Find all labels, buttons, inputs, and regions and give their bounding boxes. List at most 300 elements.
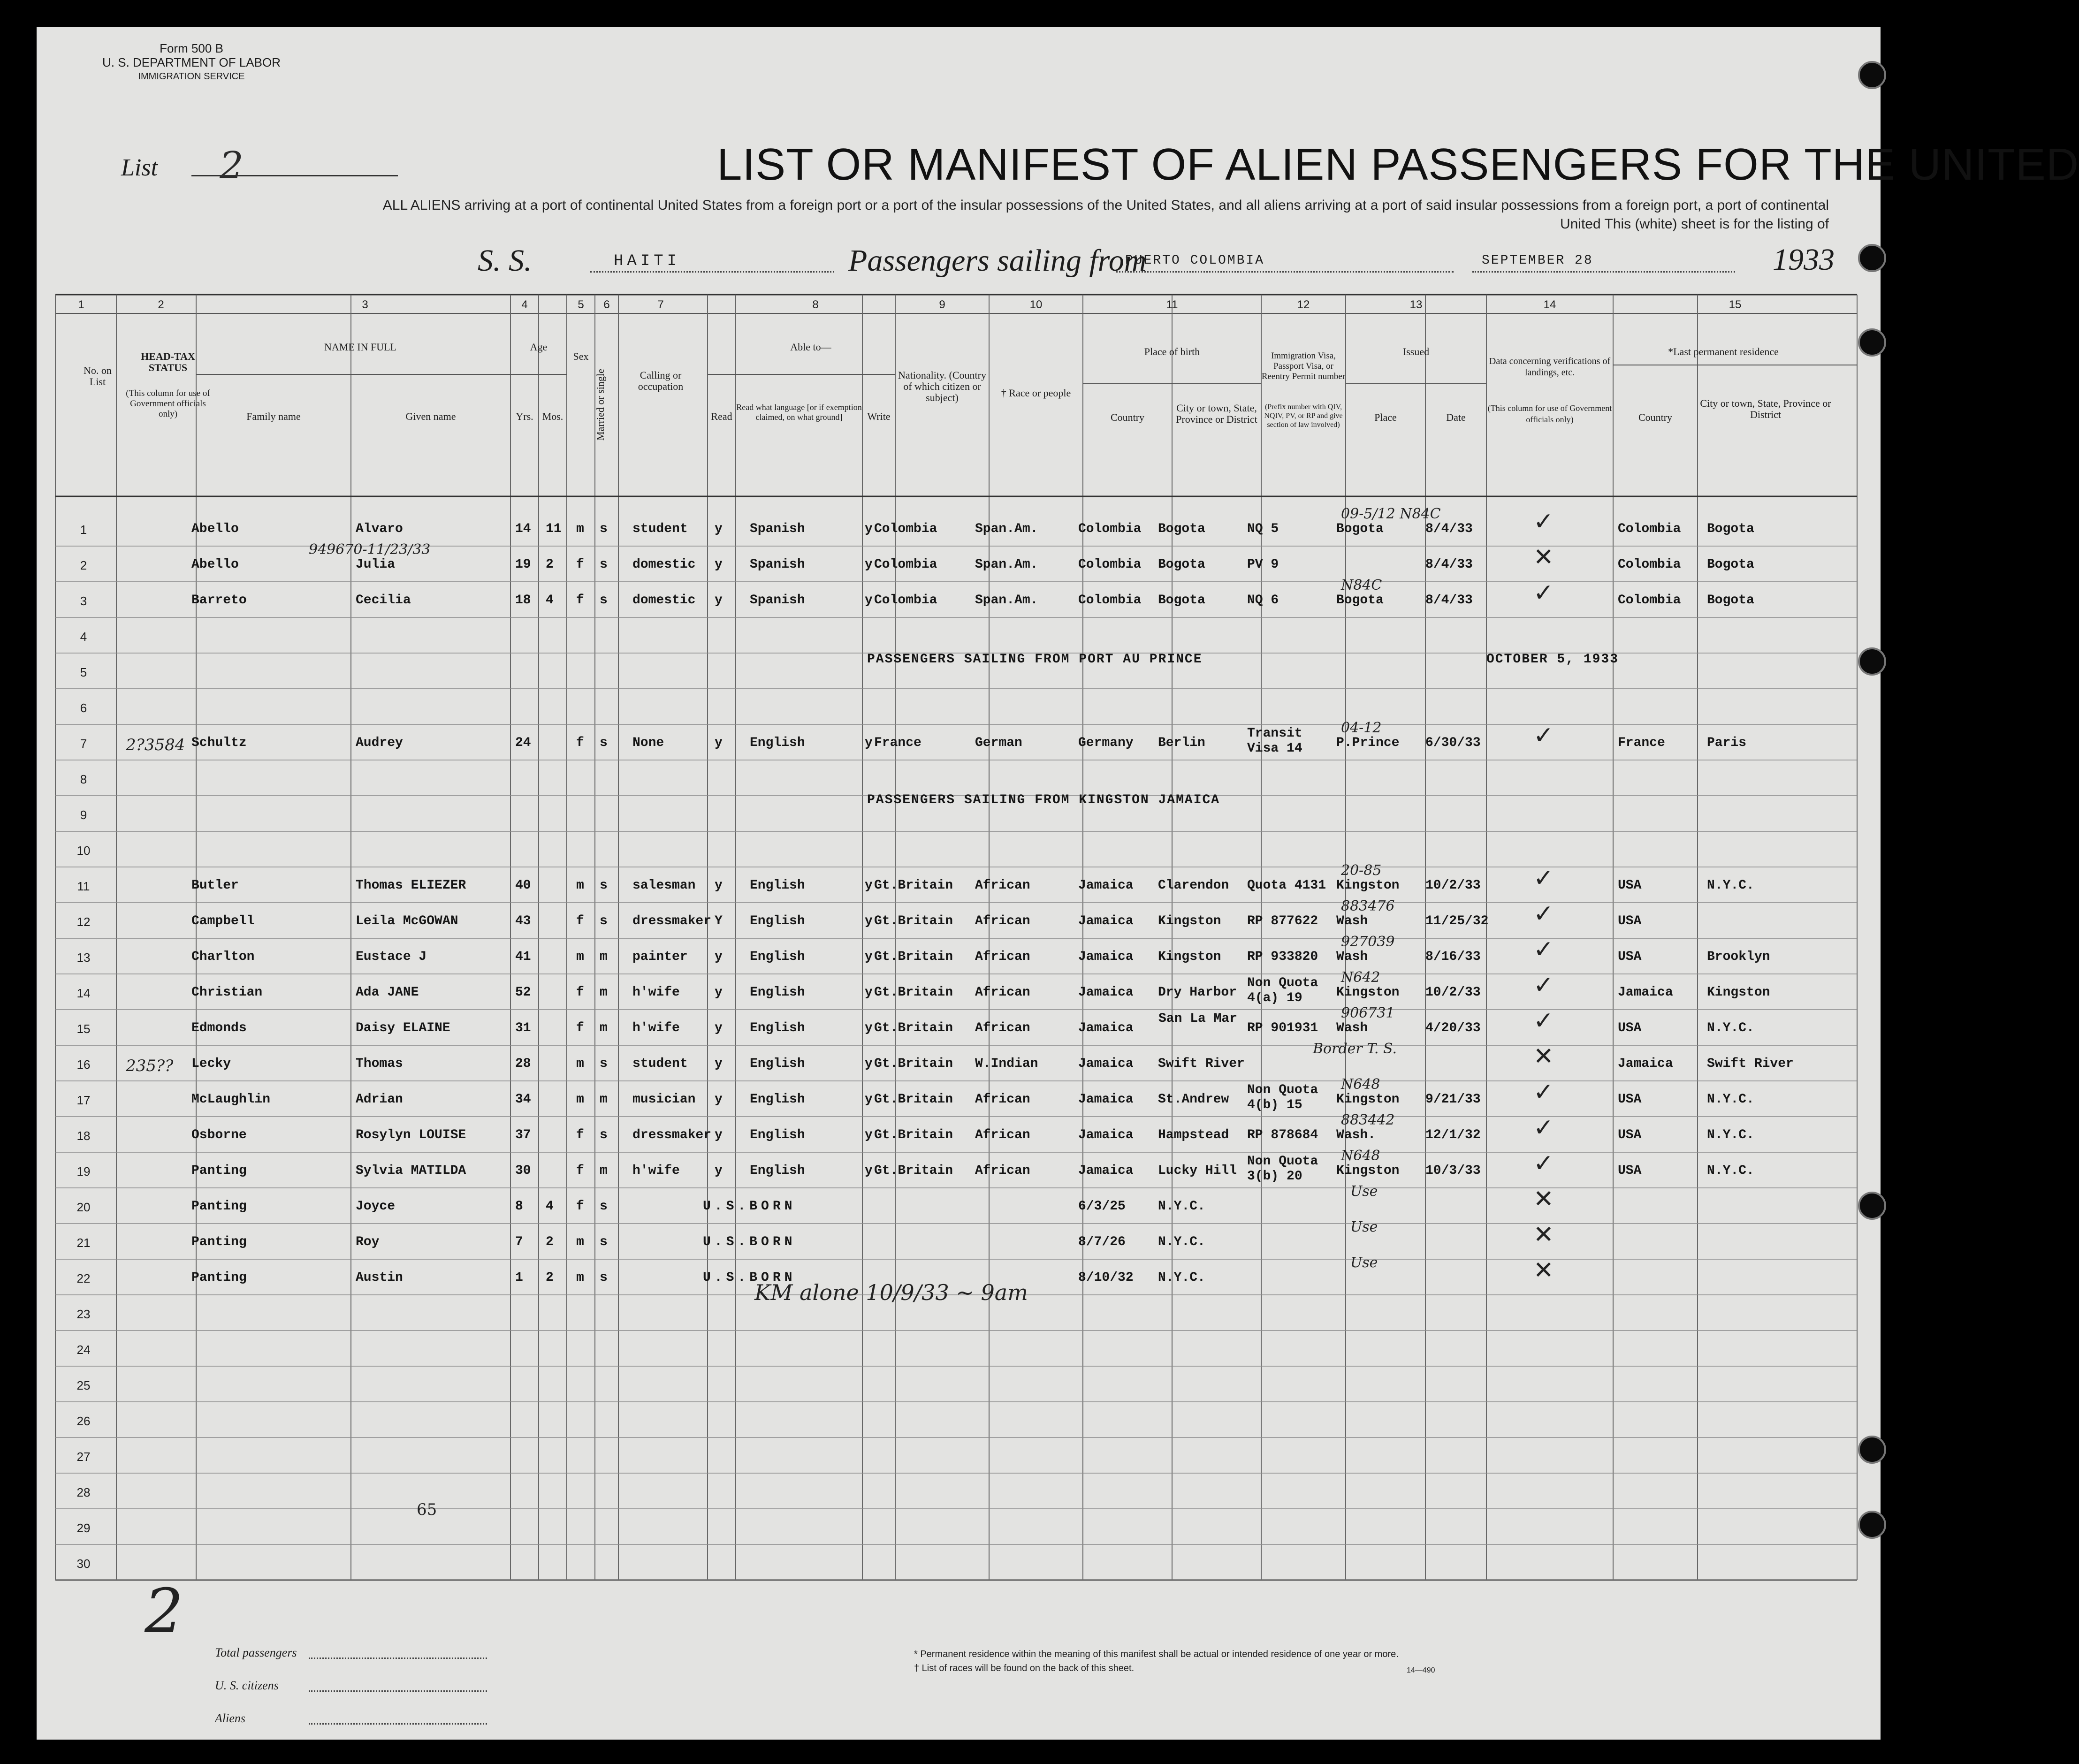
- row-number: 25: [76, 1378, 91, 1392]
- hdr-mos: Mos.: [542, 411, 564, 422]
- check-mark-icon: ✓: [1533, 1078, 1554, 1106]
- hdr-age: Age: [530, 341, 548, 353]
- cell-ms: s: [600, 1057, 608, 1071]
- hdr-res-country: Country: [1638, 411, 1673, 423]
- cell-iss-date: 10/2/33: [1425, 985, 1481, 1000]
- section-kingston: PASSENGERS SAILING FROM KINGSTON JAMAICA: [867, 793, 1220, 807]
- binder-hole: [1858, 244, 1886, 272]
- cell-sex: m: [576, 1270, 584, 1285]
- check-mark-icon: ✓: [1533, 935, 1554, 964]
- cell-nat: Gt.Britain: [874, 1021, 953, 1035]
- department-text: U. S. DEPARTMENT OF LABOR: [102, 55, 281, 69]
- cell-sex: f: [576, 557, 584, 572]
- cell-given: Leila McGOWAN: [356, 914, 458, 928]
- cell-city: Bogota: [1158, 522, 1205, 536]
- cell-iss-date: 8/16/33: [1425, 950, 1481, 964]
- cell-lang: English: [750, 736, 805, 750]
- cell-iss-place: Kingston: [1336, 878, 1400, 893]
- handwritten-annotation: Use: [1350, 1255, 1378, 1271]
- cell-occ: domestic: [632, 557, 696, 572]
- cell-race: African: [975, 1128, 1030, 1142]
- cell-given: Eustace J: [356, 950, 427, 964]
- check-mark-icon: ✓: [1533, 579, 1554, 607]
- cell-res-country: USA: [1618, 1163, 1642, 1178]
- cell-read: y: [715, 522, 723, 536]
- cell-ms: s: [600, 593, 608, 608]
- cell-occ: U.S.BORN: [703, 1235, 796, 1249]
- cell-given: Thomas ELIEZER: [356, 878, 466, 893]
- cell-given: Ada JANE: [356, 985, 419, 1000]
- cell-given: Roy: [356, 1235, 380, 1249]
- column-number: 8: [812, 298, 819, 311]
- cell-read: y: [715, 736, 723, 750]
- cell-nat: Colombia: [874, 593, 937, 608]
- row-number: 18: [76, 1129, 91, 1143]
- cell-given: Cecilia: [356, 593, 411, 608]
- intro-text: ALL ALIENS arriving at a port of continental United States from a foreign port or a port of the insular possessions of the United States, and all aliens arriving at a port of said insular possessions from a foreign port, a port of continental United This (white) sheet is for the listing of: [382, 198, 1829, 232]
- column-number: 12: [1297, 298, 1310, 311]
- cell-race: W.Indian: [975, 1057, 1038, 1071]
- cell-write: y: [865, 557, 873, 572]
- cell-given: Thomas: [356, 1057, 403, 1071]
- section-port-au-prince: PASSENGERS SAILING FROM PORT AU PRINCE: [867, 652, 1203, 667]
- cell-family: Christian: [191, 985, 263, 1000]
- service-text: IMMIGRATION SERVICE: [138, 71, 245, 82]
- check-mark-icon: ✓: [1533, 864, 1554, 892]
- cell-nat: Gt.Britain: [874, 914, 953, 928]
- cell-ms: s: [600, 522, 608, 536]
- cell-family: Panting: [191, 1235, 247, 1249]
- cell-yrs: 7: [515, 1235, 523, 1249]
- hdr-read: Read: [711, 411, 732, 422]
- row-number: 30: [76, 1557, 91, 1571]
- handwritten-annotation: N648: [1341, 1148, 1380, 1164]
- cell-city: N.Y.C.: [1158, 1270, 1205, 1285]
- cell-race: Span.Am.: [975, 522, 1038, 536]
- cell-ms: m: [600, 950, 608, 964]
- cell-occ: salesman: [632, 878, 696, 893]
- handwritten-escort-note: KM alone 10/9/33 ~ 9am: [754, 1280, 1028, 1305]
- cell-read: y: [715, 1057, 723, 1071]
- cell-iss-date: 11/25/32: [1425, 914, 1489, 928]
- cell-country: Jamaica: [1078, 950, 1134, 964]
- cell-ms: s: [600, 557, 608, 572]
- cell-res-city: N.Y.C.: [1707, 1092, 1754, 1107]
- cell-res-country: Jamaica: [1618, 985, 1673, 1000]
- cell-race: German: [975, 736, 1022, 750]
- cell-occ: None: [632, 736, 664, 750]
- cell-read: y: [715, 1128, 723, 1142]
- column-number: 5: [578, 298, 584, 311]
- cell-yrs: 31: [515, 1021, 531, 1035]
- cell-lang: English: [750, 950, 805, 964]
- cell-lang: English: [750, 1092, 805, 1107]
- cell-lang: English: [750, 1163, 805, 1178]
- cell-family: Osborne: [191, 1128, 247, 1142]
- row-number: 23: [76, 1307, 91, 1321]
- cell-race: African: [975, 1092, 1030, 1107]
- sailing-year: 1933: [1773, 243, 1835, 277]
- total-passengers-label: Total passengers: [215, 1646, 297, 1659]
- row-number: 2: [80, 558, 87, 572]
- cell-family: Butler: [191, 878, 239, 893]
- cell-write: y: [865, 522, 873, 536]
- cell-ms: s: [600, 1235, 608, 1249]
- cell-ms: s: [600, 1199, 608, 1214]
- cell-sex: f: [576, 1021, 584, 1035]
- cell-visa: RP 901931: [1247, 1021, 1318, 1035]
- hdr-last-residence: *Last permanent residence: [1668, 346, 1779, 357]
- row-number: 29: [76, 1521, 91, 1535]
- cell-country: Jamaica: [1078, 1163, 1134, 1178]
- cell-lang: English: [750, 878, 805, 893]
- cell-family: Panting: [191, 1163, 247, 1178]
- cell-iss-place: P.Prince: [1336, 736, 1400, 750]
- cell-lang: English: [750, 1057, 805, 1071]
- hdr-birth-country: Country: [1110, 411, 1145, 423]
- hdr-calling: Calling or occupation: [638, 369, 684, 392]
- cell-given: Alvaro: [356, 522, 403, 536]
- cell-res-country: USA: [1618, 914, 1642, 928]
- cell-given: Adrian: [356, 1092, 403, 1107]
- cell-family: McLaughlin: [191, 1092, 271, 1107]
- cell-country: Jamaica: [1078, 1128, 1134, 1142]
- cell-country: Jamaica: [1078, 878, 1134, 893]
- row-number: 14: [76, 986, 91, 1000]
- cell-ms: s: [600, 914, 608, 928]
- cell-city: N.Y.C.: [1158, 1199, 1205, 1214]
- cell-lang: English: [750, 914, 805, 928]
- binder-hole: [1858, 1511, 1886, 1539]
- cell-iss-date: 10/3/33: [1425, 1163, 1481, 1178]
- aliens-line: [309, 1723, 487, 1725]
- hdr-birth-city: City or town, State, Province or District: [1176, 402, 1257, 425]
- hdr-issued-place: Place: [1374, 411, 1397, 423]
- cell-iss-place: Bogota: [1336, 593, 1384, 608]
- cell-lang: English: [750, 1128, 805, 1142]
- cell-res-country: Colombia: [1618, 593, 1681, 608]
- row-number: 20: [76, 1200, 91, 1214]
- handwritten-page-number: 65: [417, 1500, 437, 1519]
- cell-country: Colombia: [1078, 522, 1142, 536]
- hdr-yrs: Yrs.: [516, 411, 533, 422]
- cell-res-country: USA: [1618, 1021, 1642, 1035]
- row-number: 15: [76, 1022, 91, 1036]
- hdr-married: Married or single: [594, 369, 606, 441]
- row-number: 21: [76, 1236, 91, 1250]
- handwritten-annotation: 04-12: [1341, 720, 1382, 736]
- cell-race: African: [975, 985, 1030, 1000]
- cell-mos: 4: [546, 593, 554, 608]
- cell-visa: Transit Visa 14: [1247, 726, 1302, 756]
- cell-lang: Spanish: [750, 593, 805, 608]
- binder-hole: [1858, 61, 1886, 89]
- cell-sex: f: [576, 736, 584, 750]
- check-mark-icon: ✓: [1533, 508, 1554, 536]
- column-number: 6: [603, 298, 610, 311]
- cell-city: Dry Harbor: [1158, 985, 1237, 1000]
- cell-country: 8/10/32: [1078, 1270, 1134, 1285]
- cell-family: Abello: [191, 557, 239, 572]
- cell-iss-place: Wash: [1336, 1021, 1368, 1035]
- handwritten-annotation: 883442: [1341, 1112, 1395, 1128]
- cell-family: Abello: [191, 522, 239, 536]
- cell-iss-place: Wash.: [1336, 1128, 1376, 1142]
- cell-mos: 2: [546, 1270, 554, 1285]
- cell-given: Sylvia MATILDA: [356, 1163, 466, 1178]
- list-number: 2: [220, 144, 244, 187]
- cell-family: Charlton: [191, 950, 255, 964]
- cell-iss-date: 9/21/33: [1425, 1092, 1481, 1107]
- cell-ms: m: [600, 985, 608, 1000]
- cell-write: y: [865, 736, 873, 750]
- cell-yrs: 30: [515, 1163, 531, 1178]
- cell-yrs: 28: [515, 1057, 531, 1071]
- hdr-issued-date: Date: [1446, 411, 1466, 423]
- cell-occ: dressmaker: [632, 914, 712, 928]
- row-number: 4: [80, 630, 87, 644]
- handwritten-annotation: N648: [1341, 1076, 1380, 1093]
- cell-nat: Gt.Britain: [874, 1092, 953, 1107]
- handwritten-annotation: Use: [1350, 1219, 1378, 1235]
- cell-family: Panting: [191, 1199, 247, 1214]
- column-number: 10: [1029, 298, 1043, 311]
- cell-ms: m: [600, 1163, 608, 1178]
- cell-family: Panting: [191, 1270, 247, 1285]
- form-number: 14—490: [1407, 1666, 1435, 1674]
- cross-mark-icon: ✕: [1533, 1221, 1554, 1249]
- cell-sex: f: [576, 593, 584, 608]
- cell-write: y: [865, 914, 873, 928]
- row-number: 3: [80, 594, 87, 608]
- cell-nat: Gt.Britain: [874, 878, 953, 893]
- cell-res-city: N.Y.C.: [1707, 1021, 1754, 1035]
- cross-mark-icon: ✕: [1533, 1256, 1554, 1285]
- column-number: 4: [521, 298, 528, 311]
- cell-city: Bogota: [1158, 593, 1205, 608]
- row-number: 24: [76, 1343, 91, 1357]
- cell-yrs: 37: [515, 1128, 531, 1142]
- cell-occ: h'wife: [632, 985, 680, 1000]
- ship-name: HAITI: [614, 252, 681, 270]
- check-mark-icon: ✓: [1533, 900, 1554, 928]
- cell-nat: Gt.Britain: [874, 950, 953, 964]
- cell-lang: English: [750, 1021, 805, 1035]
- column-number: 13: [1409, 298, 1423, 311]
- cell-res-country: France: [1618, 736, 1665, 750]
- hdr-verification-note: (This column for use of Government officials only): [1487, 403, 1612, 424]
- cell-nat: France: [874, 736, 921, 750]
- column-number: 11: [1166, 298, 1178, 311]
- cell-sex: f: [576, 985, 584, 1000]
- cell-iss-date: 8/4/33: [1425, 593, 1473, 608]
- cell-visa: NQ 6: [1247, 593, 1279, 608]
- cell-occ: U.S.BORN: [703, 1270, 796, 1285]
- cell-country: 8/7/26: [1078, 1235, 1126, 1249]
- cell-city: St.Andrew: [1158, 1092, 1229, 1107]
- binder-hole: [1858, 647, 1886, 676]
- cell-res-country: Jamaica: [1618, 1057, 1673, 1071]
- cell-mos: 2: [546, 557, 554, 572]
- hdr-given-name: Given name: [405, 411, 456, 422]
- cell-given: Julia: [356, 557, 396, 572]
- cell-yrs: 24: [515, 736, 531, 750]
- cell-head-tax: 235??: [126, 1057, 174, 1075]
- cell-read: y: [715, 878, 723, 893]
- cell-nat: Gt.Britain: [874, 1057, 953, 1071]
- cell-res-city: Brooklyn: [1707, 950, 1770, 964]
- cell-ms: s: [600, 1270, 608, 1285]
- hdr-nationality: Nationality. (Country of which citizen or subject): [898, 369, 986, 403]
- row-number: 13: [76, 950, 91, 965]
- cell-read: y: [715, 1092, 723, 1107]
- cell-iss-place: Wash: [1336, 950, 1368, 964]
- cell-family: Campbell: [191, 914, 255, 928]
- hdr-no-on-list: No. on List: [84, 365, 112, 388]
- column-number: 7: [657, 298, 664, 311]
- cell-yrs: 52: [515, 985, 531, 1000]
- cell-visa: RP 878684: [1247, 1128, 1318, 1142]
- cell-country: Jamaica: [1078, 1092, 1134, 1107]
- handwritten-annotation: 927039: [1341, 934, 1395, 950]
- row-number: 7: [80, 737, 87, 751]
- cell-city: Bogota: [1158, 557, 1205, 572]
- cell-country: 6/3/25: [1078, 1199, 1126, 1214]
- cell-res-country: USA: [1618, 950, 1642, 964]
- cell-country: Colombia: [1078, 593, 1142, 608]
- cell-mos: 2: [546, 1235, 554, 1249]
- hdr-issued: Issued: [1402, 346, 1430, 357]
- cell-race: African: [975, 914, 1030, 928]
- cell-read: y: [715, 950, 723, 964]
- row-number: 16: [76, 1057, 91, 1072]
- ss-label: S. S.: [478, 243, 532, 278]
- check-mark-icon: ✓: [1533, 722, 1554, 750]
- cell-yrs: 18: [515, 593, 531, 608]
- row-number: 28: [76, 1485, 91, 1499]
- cell-res-city: N.Y.C.: [1707, 1163, 1754, 1178]
- cell-res-country: USA: [1618, 878, 1642, 893]
- row-number: 8: [80, 772, 87, 786]
- cell-given: Austin: [356, 1270, 403, 1285]
- cell-race: African: [975, 1163, 1030, 1178]
- cell-res-city: N.Y.C.: [1707, 878, 1754, 893]
- aliens-label: Aliens: [215, 1711, 245, 1725]
- cell-city: Kingston: [1158, 950, 1221, 964]
- cell-sex: m: [576, 878, 584, 893]
- cell-lang: Spanish: [750, 557, 805, 572]
- cell-write: y: [865, 878, 873, 893]
- column-number: 15: [1729, 298, 1742, 311]
- cell-sex: f: [576, 1199, 584, 1214]
- row-number: 10: [76, 844, 91, 858]
- cell-read: y: [715, 557, 723, 572]
- cell-sex: f: [576, 1163, 584, 1178]
- hdr-sex: Sex: [573, 350, 589, 362]
- handwritten-annotation: 906731: [1341, 1005, 1395, 1021]
- cell-lang: English: [750, 985, 805, 1000]
- cell-yrs: 43: [515, 914, 531, 928]
- handwritten-annotation: 09-5/12 N84C: [1341, 506, 1441, 522]
- cell-read: y: [715, 985, 723, 1000]
- cell-family: Barreto: [191, 593, 247, 608]
- cell-res-country: USA: [1618, 1092, 1642, 1107]
- sailing-label: Passengers sailing from: [848, 243, 1147, 278]
- row-number: 11: [77, 879, 90, 893]
- cell-race: Span.Am.: [975, 593, 1038, 608]
- hdr-visa-note: (Prefix number with QIV, NQIV, PV, or RP and give section of law involved): [1264, 403, 1343, 429]
- cell-given: Audrey: [356, 736, 403, 750]
- binder-hole: [1858, 1192, 1886, 1220]
- port-name: PUERTO COLOMBIA: [1125, 253, 1265, 268]
- hdr-head-tax-note: (This column for use of Government officials only): [126, 388, 210, 419]
- cell-country: Jamaica: [1078, 1057, 1134, 1071]
- cell-family: Edmonds: [191, 1021, 247, 1035]
- column-number: 9: [939, 298, 945, 311]
- cell-yrs: 1: [515, 1270, 523, 1285]
- cell-visa: RP 933820: [1247, 950, 1318, 964]
- cell-occ: U.S.BORN: [703, 1199, 796, 1214]
- cell-iss-date: 6/30/33: [1425, 736, 1481, 750]
- hdr-visa: Immigration Visa, Passport Visa, or Reentry Permit number: [1261, 351, 1346, 381]
- cell-iss-date: 8/4/33: [1425, 557, 1473, 572]
- hdr-able-to: Able to—: [790, 341, 831, 353]
- cell-ms: s: [600, 1128, 608, 1142]
- cross-mark-icon: ✕: [1533, 543, 1554, 571]
- row-number: 1: [80, 523, 87, 537]
- cell-mos: 11: [546, 522, 562, 536]
- cell-write: y: [865, 1092, 873, 1107]
- cell-lang: Spanish: [750, 522, 805, 536]
- handwritten-annotation: N642: [1341, 969, 1380, 986]
- cell-iss-date: 10/2/33: [1425, 878, 1481, 893]
- cell-write: y: [865, 1163, 873, 1178]
- form-code-text: Form 500 B: [160, 41, 223, 55]
- cell-ms: m: [600, 1021, 608, 1035]
- hdr-write: Write: [867, 411, 891, 422]
- cell-nat: Gt.Britain: [874, 1128, 953, 1142]
- cell-occ: dressmaker: [632, 1128, 712, 1142]
- hdr-read-language: Read what language [or if exemption claimed, on what ground]: [736, 403, 862, 422]
- cell-iss-place: Bogota: [1336, 522, 1384, 536]
- row-number: 12: [76, 915, 91, 929]
- cell-visa: PV 9: [1247, 557, 1279, 572]
- cell-write: y: [865, 950, 873, 964]
- cell-given: Rosylyn LOUISE: [356, 1128, 466, 1142]
- cell-nat: Gt.Britain: [874, 985, 953, 1000]
- hdr-place-of-birth: Place of birth: [1144, 346, 1200, 357]
- cell-city: San La Mar: [1158, 1011, 1238, 1026]
- cell-ms: s: [600, 736, 608, 750]
- manifest-grid: [37, 27, 1881, 1740]
- cell-city: Kingston: [1158, 914, 1221, 928]
- cell-read: Y: [715, 914, 723, 928]
- row-number: 19: [76, 1164, 91, 1179]
- cell-iss-place: Kingston: [1336, 1163, 1400, 1178]
- cell-sex: m: [576, 1057, 584, 1071]
- cell-read: y: [715, 1163, 723, 1178]
- cell-country: Colombia: [1078, 557, 1142, 572]
- binder-hole: [1858, 1436, 1886, 1464]
- handwritten-annotation: Border T. S.: [1313, 1041, 1397, 1057]
- cell-res-city: Bogota: [1707, 522, 1754, 536]
- cell-visa: Non Quota 4(b) 15: [1247, 1083, 1318, 1112]
- row-number: 17: [76, 1093, 91, 1107]
- cell-yrs: 41: [515, 950, 531, 964]
- cell-country: Jamaica: [1078, 1021, 1134, 1035]
- binder-hole: [1858, 328, 1886, 357]
- cell-visa: Quota 4131: [1247, 878, 1326, 893]
